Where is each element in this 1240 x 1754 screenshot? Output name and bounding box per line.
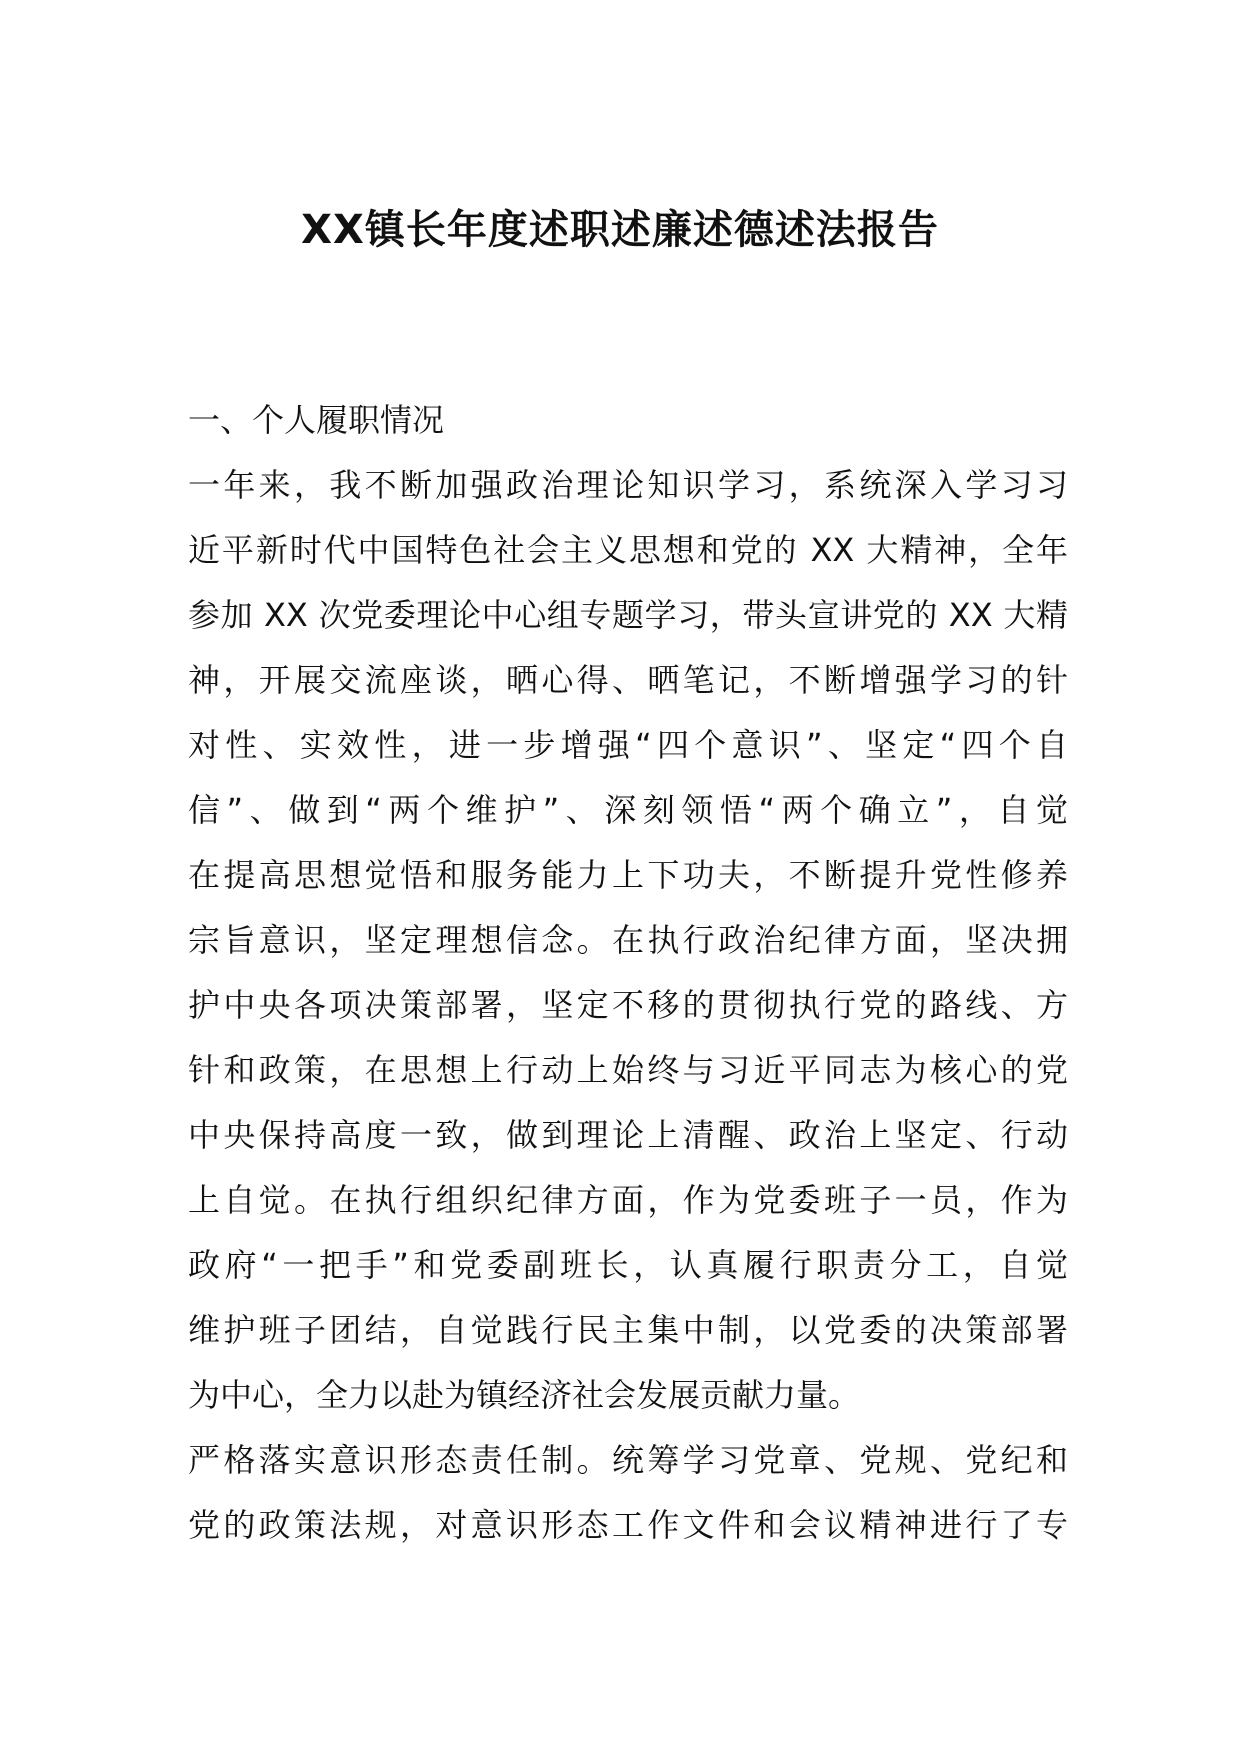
text-line: 党的政策法规，对意识形态工作文件和会议精神进行了专: [188, 1506, 1068, 1544]
document-title: XX镇长年度述职述廉述德述法报告: [301, 207, 939, 253]
text-line: 信”、做到“两个维护”、深刻领悟“两个确立”，自觉: [188, 791, 1068, 829]
text-line: 针和政策，在思想上行动上始终与习近平同志为核心的党: [188, 1051, 1068, 1089]
text-line: 政府“一把手”和党委副班长，认真履行职责分工，自觉: [188, 1246, 1068, 1284]
text-line: 严格落实意识形态责任制。统筹学习党章、党规、党纪和: [188, 1441, 1068, 1479]
document-body: [188, 388, 1068, 1558]
text-line: 为中心，全力以赴为镇经济社会发展贡献力量。: [188, 1376, 861, 1414]
text-line: 参加 XX 次党委理论中心组专题学习，带头宣讲党的 XX 大精: [188, 596, 1068, 634]
section-heading: 一、个人履职情况: [188, 401, 445, 439]
text-line: 护中央各项决策部署，坚定不移的贯彻执行党的路线、方: [188, 986, 1068, 1024]
text-line: 上自觉。在执行组织纪律方面，作为党委班子一员，作为: [188, 1181, 1068, 1219]
text-line: 一年来，我不断加强政治理论知识学习，系统深入学习习: [188, 466, 1068, 504]
text-line: 维护班子团结，自觉践行民主集中制，以党委的决策部署: [188, 1311, 1068, 1349]
text-line: 在提高思想觉悟和服务能力上下功夫，不断提升党性修养: [188, 856, 1068, 894]
text-line: 神，开展交流座谈，晒心得、晒笔记，不断增强学习的针: [188, 661, 1068, 699]
text-line: 中央保持高度一致，做到理论上清醒、政治上坚定、行动: [188, 1116, 1068, 1154]
text-line: 对性、实效性，进一步增强“四个意识”、坚定“四个自: [188, 726, 1068, 764]
text-line: 宗旨意识，坚定理想信念。在执行政治纪律方面，坚决拥: [188, 921, 1068, 959]
text-line: 近平新时代中国特色社会主义思想和党的 XX 大精神，全年: [188, 531, 1068, 569]
paragraph-1: [188, 453, 1068, 1428]
paragraph-2: [188, 1428, 1068, 1558]
